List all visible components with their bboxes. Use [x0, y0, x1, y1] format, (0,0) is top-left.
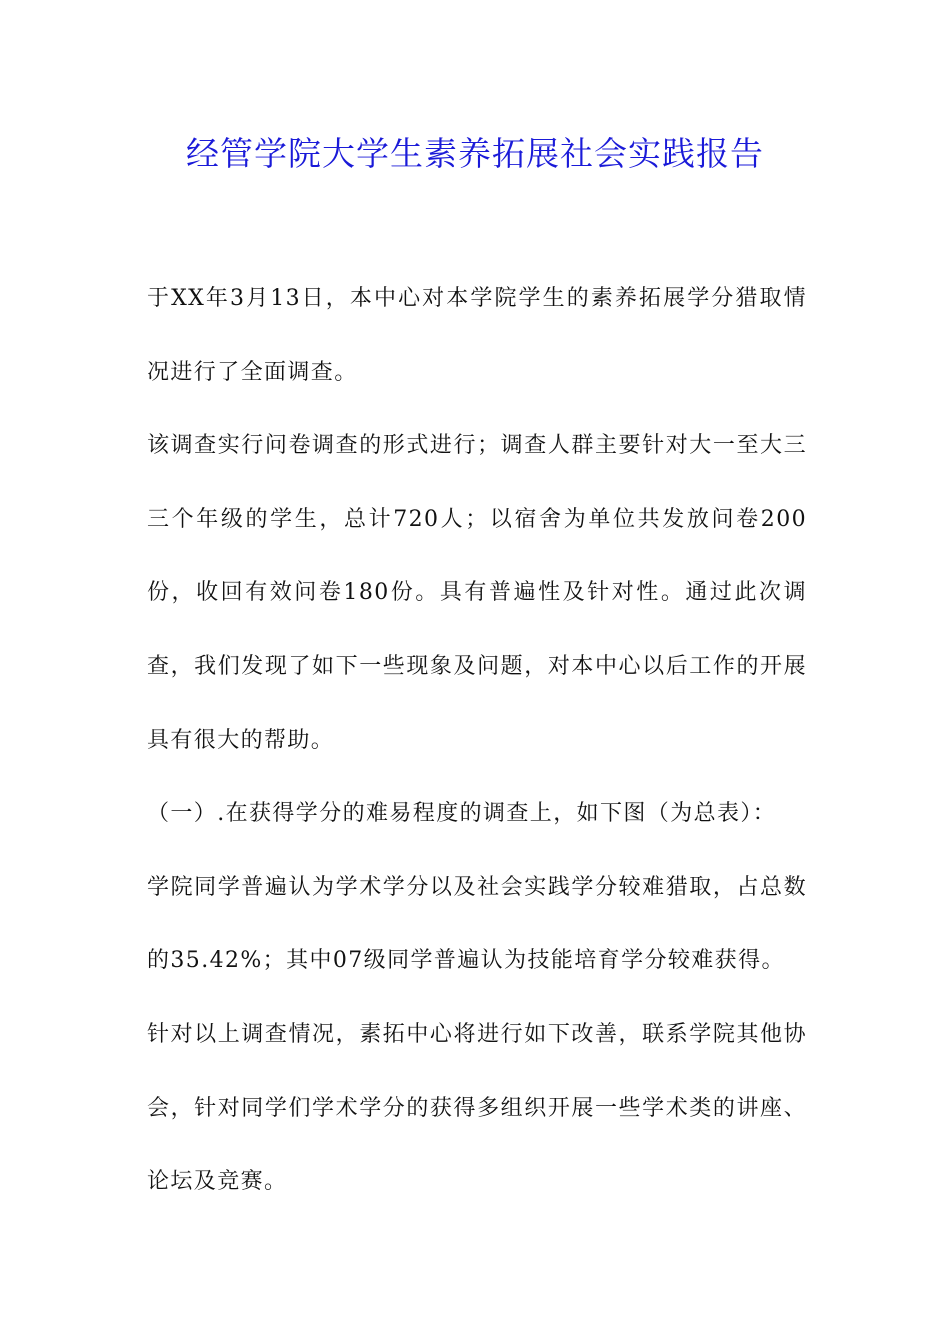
document-title: 经管学院大学生素养拓展社会实践报告: [186, 134, 764, 173]
paragraph-survey-method: 该调查实行问卷调查的形式进行；调查人群主要针对大一至大三三个年级的学生，总计720人；以宿舍为单位共发放问卷200份，收回有效问卷180份。具有普遍性及针对性。通过此次调查，我们发现了如下一些现象及问题，对本中心以后工作的开展具有很大的帮助。: [147, 433, 807, 753]
document-body: [147, 262, 807, 1219]
paragraph-section-one-heading: （一）.在获得学分的难易程度的调查上，如下图（为总表）：: [147, 801, 777, 827]
paragraph-improvement-plan: 针对以上调查情况，素拓中心将进行如下改善，联系学院其他协会，针对同学们学术学分的获得多组织开展一些学术类的讲座、论坛及竞赛。: [147, 1021, 807, 1195]
paragraph-survey-findings: 学院同学普遍认为学术学分以及社会实践学分较难猎取，占总数的35.42%；其中07级同学普遍认为技能培育学分较难获得。: [147, 874, 807, 974]
paragraph-survey-date: 于XX年3月13日，本中心对本学院学生的素养拓展学分猎取情况进行了全面调查。: [147, 286, 807, 385]
